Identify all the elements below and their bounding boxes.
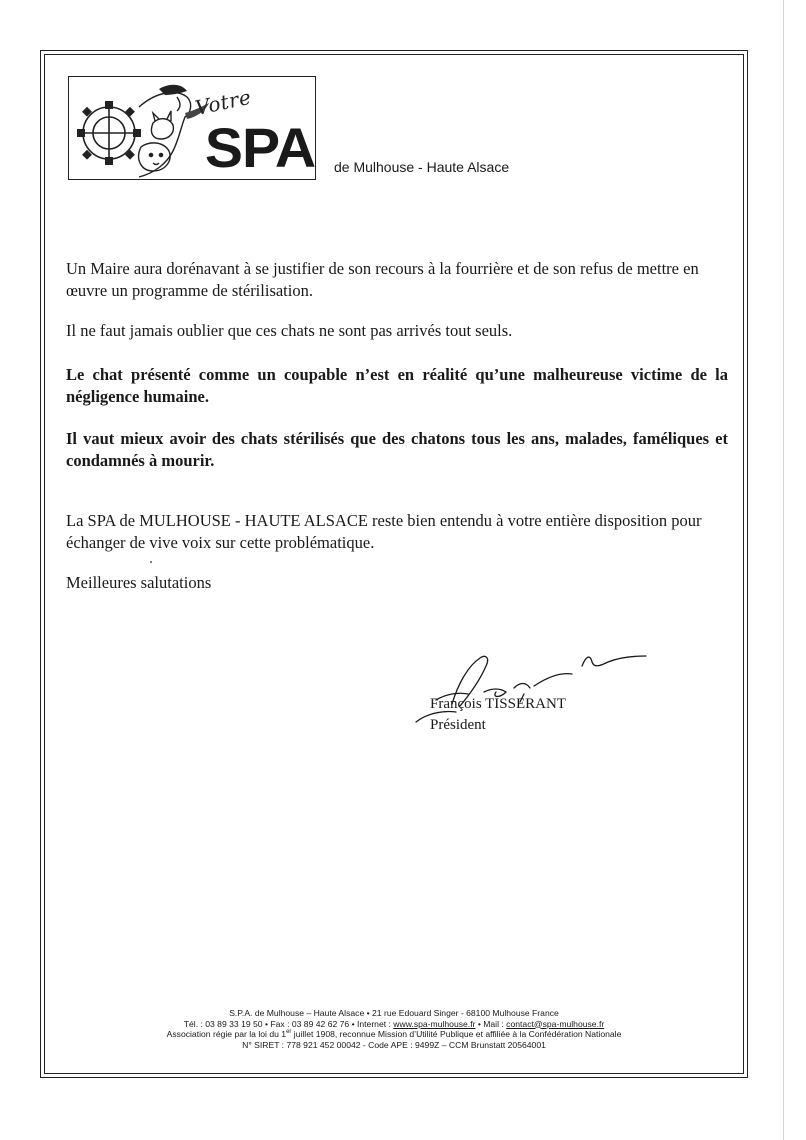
footer-mail-label: • Mail : <box>475 1018 507 1029</box>
letter-paragraph-2: Il ne faut jamais oublier que ces chats ne sont pas arrivés tout seuls. <box>66 321 513 340</box>
footer-association-sup: er <box>286 1029 292 1036</box>
footer-phone-fax: Tél. : 03 89 33 19 50 • Fax : 03 89 42 62 76 • Internet : <box>183 1018 394 1029</box>
footer-siret: N° SIRET : 778 921 452 00042 - Code APE : 9499Z – CCM Brunstatt 20564001 <box>242 1039 546 1050</box>
footer-association-a: Association régie par la loi du 1 <box>166 1029 287 1039</box>
footer-contact-line <box>44 1019 744 1030</box>
footer-address: S.P.A. de Mulhouse – Haute Alsace • 21 rue Edouard Singer - 68100 Mulhouse France <box>229 1008 559 1018</box>
signer-title: Président <box>430 717 486 733</box>
footer-email-link[interactable]: contact@spa-mulhouse.fr <box>506 1018 605 1029</box>
scan-speck <box>150 561 152 563</box>
logo-spa-text: SPA <box>204 116 316 179</box>
footer-association-b: juillet 1908, reconnue Mission d’Utilité Publique et affiliée à la Confédération Nationale <box>291 1029 622 1039</box>
logo-votre-text: Votre <box>193 84 254 120</box>
letter-paragraph-5: La SPA de MULHOUSE - HAUTE ALSACE reste bien entendu à votre entière disposition pour échanger de vive voix sur cette problématique. <box>66 511 702 552</box>
footer-association-line <box>44 1029 744 1040</box>
scan-edge-line <box>783 0 784 1140</box>
letter-closing: Meilleures salutations <box>66 573 212 592</box>
letter-paragraph-4-bold: Il vaut mieux avoir des chats stérilisés que des chatons tous les ans, malades, faméliques et condamnés à mourir. <box>66 429 728 470</box>
signer-block <box>430 694 566 736</box>
letter-paragraph-3-bold: Le chat présenté comme un coupable n’est en réalité qu’une malheureuse victime de la négligence humaine. <box>66 365 728 406</box>
signer-name: François TISSERANT <box>430 696 566 712</box>
page-border-inner <box>44 54 744 1074</box>
letter-paragraph-1: Un Maire aura dorénavant à se justifier de son recours à la fourrière et de son refus de mettre en œuvre un programme de stérilisation. <box>66 259 699 300</box>
letter-footer <box>44 1008 744 1050</box>
organization-subtitle: de Mulhouse - Haute Alsace <box>334 159 510 175</box>
footer-website-link[interactable]: www.spa-mulhouse.fr <box>393 1018 476 1029</box>
